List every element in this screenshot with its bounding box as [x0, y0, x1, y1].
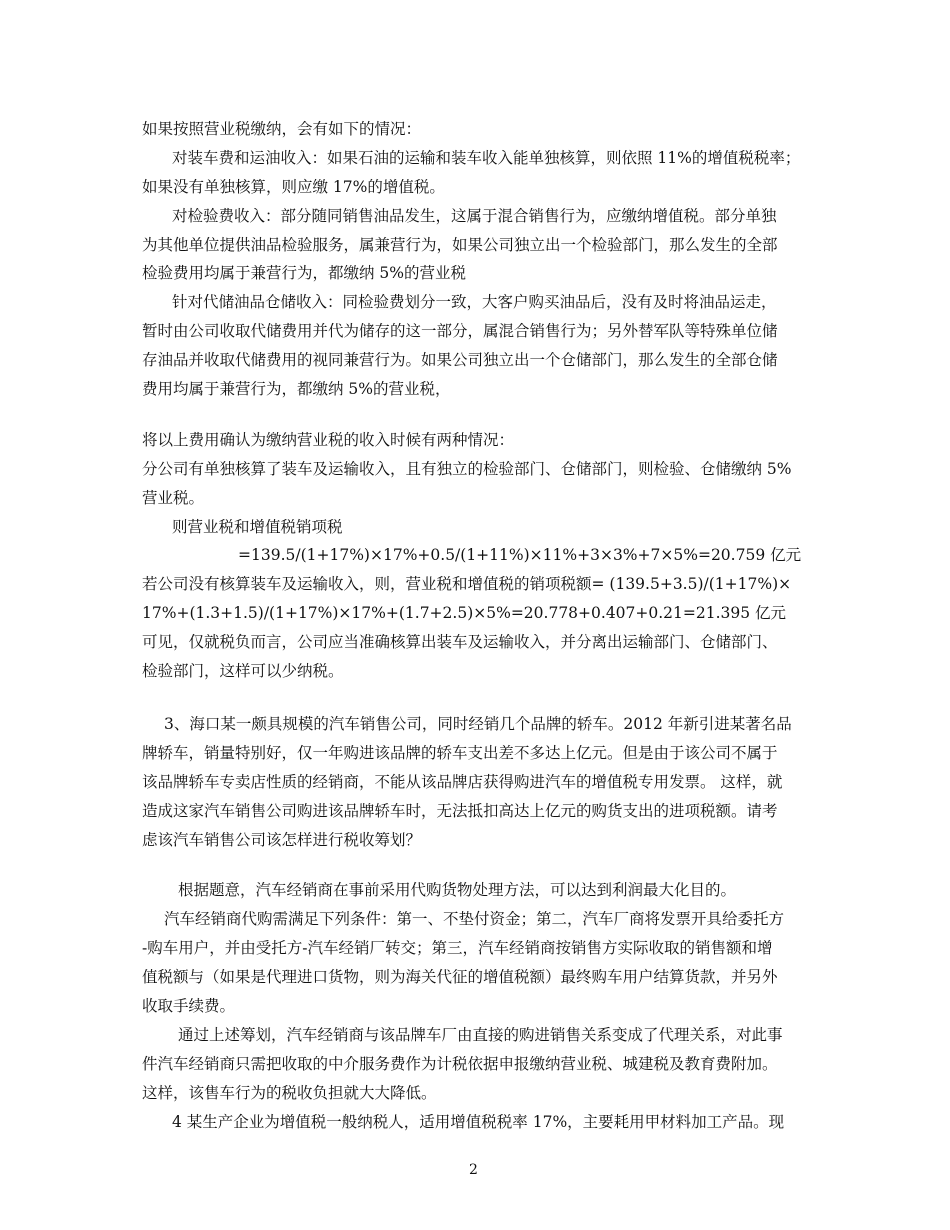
- text-line: 值税额与（如果是代理进口货物，则为海关代征的增值税额）最终购车用户结算货款，并另外: [142, 968, 778, 986]
- text-line: 可见，仅就税负而言，公司应当准确核算出装车及运输收入，并分离出运输部门、仓储部门、: [142, 633, 778, 651]
- text-line: 若公司没有核算装车及运输收入，则，营业税和增值税的销项税额= (139.5+3.5)/(1+17%)×: [142, 575, 792, 593]
- text-line: 如果没有单独核算，则应缴 17%的增值税。: [142, 178, 445, 196]
- text-line: 收取手续费。: [142, 997, 236, 1015]
- page-number: 2: [469, 1162, 478, 1178]
- text-line: 17%+(1.3+1.5)/(1+17%)×17%+(1.7+2.5)×5%=20.778+0.407+0.21=21.395 亿元: [142, 604, 787, 622]
- text-line: 件汽车经销商只需把收取的中介服务费作为计税依据申报缴纳营业税、城建税及教育费附加。: [142, 1055, 778, 1073]
- text-line: 则营业税和增值税销项税: [172, 518, 343, 536]
- text-line: 牌轿车，销量特别好，仅一年购进该品牌的轿车支出差不多达上亿元。但是由于该公司不属于: [142, 744, 778, 762]
- text-line: 通过上述筹划，汽车经销商与该品牌车厂由直接的购进销售关系变成了代理关系，对此事: [178, 1026, 783, 1044]
- text-line: 分公司有单独核算了装车及运输收入，且有独立的检验部门、仓储部门，则检验、仓储缴纳 5%: [142, 460, 792, 478]
- text-line: 将以上费用确认为缴纳营业税的收入时候有两种情况：: [142, 431, 515, 449]
- text-line: -购车用户，并由受托方-汽车经销厂转交；第三，汽车经销商按销售方实际收取的销售额和增: [142, 939, 773, 957]
- text-line: 4 某生产企业为增值税一般纳税人，适用增值税税率 17%，主要耗用甲材料加工产品。现: [172, 1113, 785, 1131]
- text-line: 针对代储油品仓储收入：同检验费划分一致，大客户购买油品后，没有及时将油品运走，: [172, 293, 777, 311]
- text-line: 虑该汽车销售公司该怎样进行税收筹划？: [142, 831, 422, 849]
- text-line: 该品牌轿车专卖店性质的经销商，不能从该品牌店获得购进汽车的增值税专用发票。 这样，就: [142, 773, 783, 791]
- text-line: 对装车费和运油收入：如果石油的运输和装车收入能单独核算，则依照 11%的增值税税率；: [172, 149, 801, 167]
- text-line: 营业税。: [142, 489, 205, 507]
- text-line: 检验部门，这样可以少纳税。: [142, 662, 344, 680]
- text-line: 存油品并收取代储费用的视同兼营行为。如果公司独立出一个仓储部门，那么发生的全部仓储: [142, 351, 778, 369]
- text-line: 如果按照营业税缴纳，会有如下的情况：: [142, 120, 422, 138]
- text-line: 3、海口某一颇具规模的汽车销售公司，同时经销几个品牌的轿车。2012 年新引进某著名品: [164, 715, 792, 733]
- text-line: 根据题意，汽车经销商在事前采用代购货物处理方法，可以达到利润最大化目的。: [178, 881, 737, 899]
- text-line: 汽车经销商代购需满足下列条件：第一、不垫付资金；第二，汽车厂商将发票开具给委托方: [164, 910, 785, 928]
- text-line: 这样，该售车行为的税收负担就大大降低。: [142, 1084, 437, 1102]
- text-line: 暂时由公司收取代储费用并代为储存的这一部分，属混合销售行为；另外替军队等特殊单位储: [142, 322, 778, 340]
- text-line: 检验费用均属于兼营行为，都缴纳 5%的营业税: [142, 264, 467, 282]
- text-line: 费用均属于兼营行为，都缴纳 5%的营业税，: [142, 380, 451, 398]
- formula-line: =139.5/(1+17%)×17%+0.5/(1+11%)×11%+3×3%+7×5%=20.759 亿元: [238, 546, 802, 564]
- text-line: 为其他单位提供油品检验服务，属兼营行为，如果公司独立出一个检验部门，那么发生的全部: [142, 236, 778, 254]
- text-line: 造成这家汽车销售公司购进该品牌轿车时，无法抵扣高达上亿元的购货支出的进项税额。请考: [142, 802, 778, 820]
- text-line: 对检验费收入：部分随同销售油品发生，这属于混合销售行为，应缴纳增值税。部分单独: [172, 207, 777, 225]
